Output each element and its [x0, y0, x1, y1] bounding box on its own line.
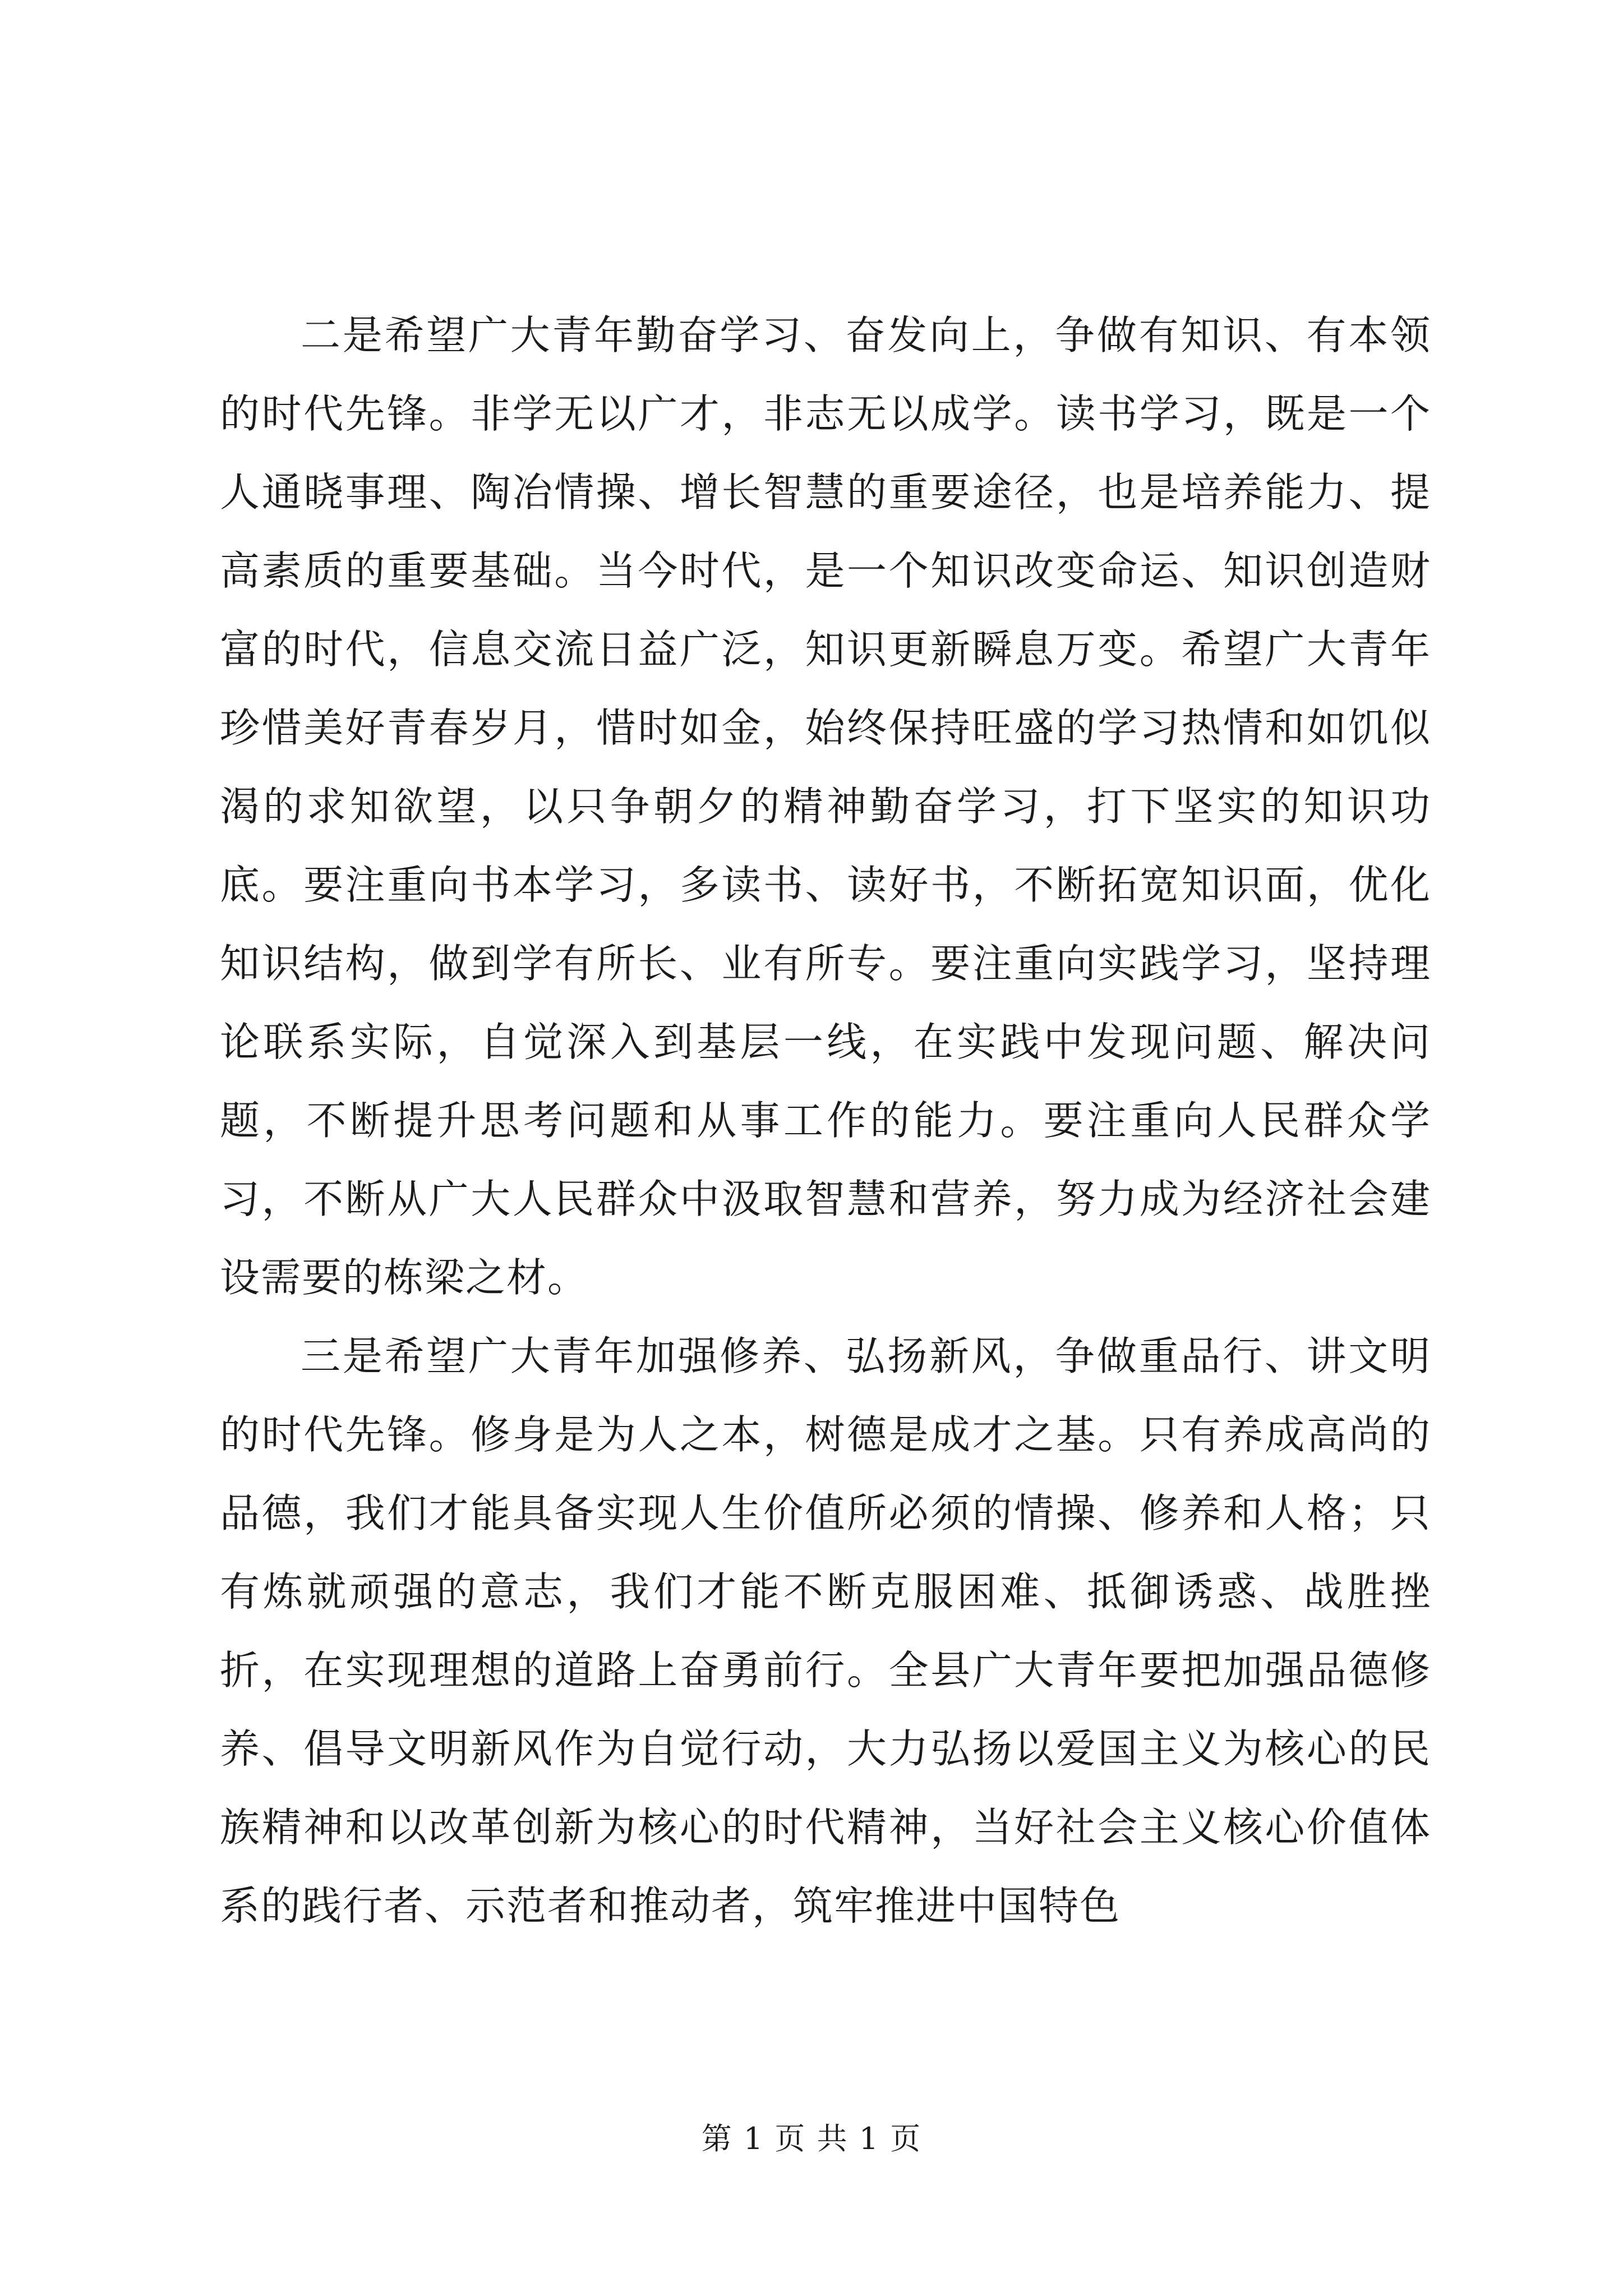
paragraph-2: 三是希望广大青年加强修养、弘扬新风，争做重品行、讲文明的时代先锋。修身是为人之本，树德是成才之基。只有养成高尚的品德，我们才能具备实现人生价值所必须的情操、修养和人格；只有炼就顽强的意志，我们才能不断克服困难、抵御诱惑、战胜挫折，在实现理想的道路上奋勇前行。全县广大青年要把加强品德修养、倡导文明新风作为自觉行动，大力弘扬以爱国主义为核心的民族精神和以改革创新为核心的时代精神，当好社会主义核心价值体系的践行者、示范者和推动者，筑牢推进中国特色	[220, 1333, 1431, 1929]
document-body	[220, 296, 1431, 1945]
page-footer: 第 1 页 共 1 页	[701, 2121, 922, 2156]
paragraph-1: 二是希望广大青年勤奋学习、奋发向上，争做有知识、有本领的时代先锋。非学无以广才，非志无以成学。读书学习，既是一个人通晓事理、陶冶情操、增长智慧的重要途径，也是培养能力、提高素质的重要基础。当今时代，是一个知识改变命运、知识创造财富的时代，信息交流日益广泛，知识更新瞬息万变。希望广大青年珍惜美好青春岁月，惜时如金，始终保持旺盛的学习热情和如饥似渴的求知欲望，以只争朝夕的精神勤奋学习，打下坚实的知识功底。要注重向书本学习，多读书、读好书，不断拓宽知识面，优化知识结构，做到学有所长、业有所专。要注重向实践学习，坚持理论联系实际，自觉深入到基层一线，在实践中发现问题、解决问题，不断提升思考问题和从事工作的能力。要注重向人民群众学习，不断从广大人民群众中汲取智慧和营养，努力成为经济社会建设需要的栋梁之材。	[220, 312, 1431, 1301]
